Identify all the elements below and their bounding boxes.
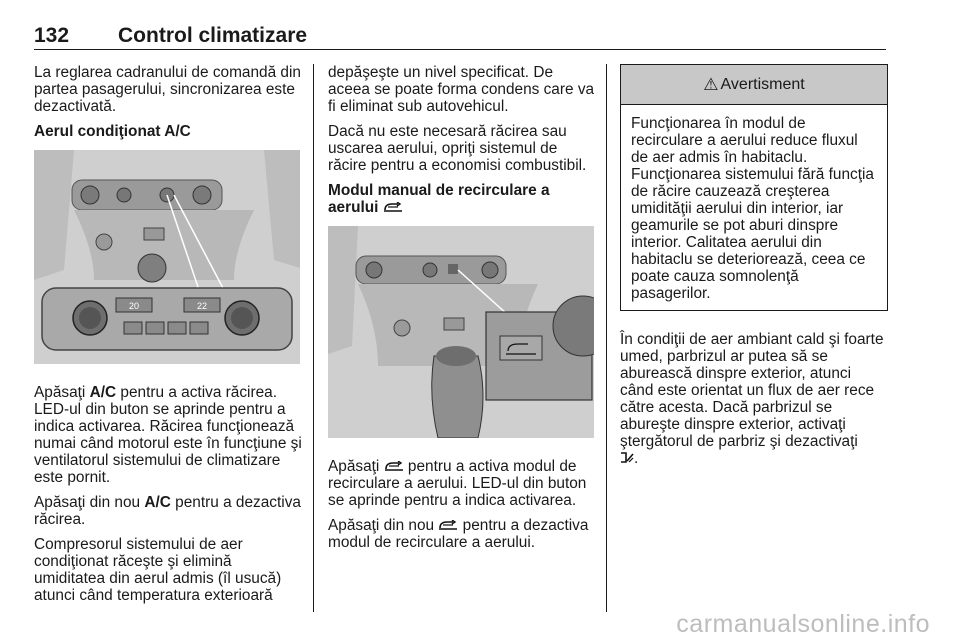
ac-label: A/C xyxy=(144,494,171,511)
paragraph: Apăsaţi A/C pentru a activa răcirea. LED-ul din buton se aprinde pentru a indica activarea. Răcirea funcţionează numai când motorul este în funcţiune şi ventilatorul sistemului de climatizare este pornit. xyxy=(34,384,302,486)
column-divider xyxy=(313,64,314,612)
warning-triangle-icon: ⚠ xyxy=(703,75,719,94)
watermark: carmanualsonline.info xyxy=(676,610,930,638)
warning-header xyxy=(621,65,887,105)
column-divider xyxy=(606,64,607,612)
paragraph: Apăsaţi din nou pentru a dezactiva modul de recirculare a aerului. xyxy=(328,517,589,551)
section-heading-recirculation: Modul manual de recirculare a aerului xyxy=(328,182,550,216)
warning-title: Avertisment xyxy=(720,76,805,93)
paragraph: Apăsaţi din nou A/C pentru a dezactiva răcirea. xyxy=(34,494,301,528)
page-number: 132 xyxy=(34,24,70,47)
rear-wiper-icon xyxy=(620,451,634,464)
figure-climate-panel xyxy=(34,150,300,364)
column-1 xyxy=(34,64,302,612)
chapter-title: Control climatizare xyxy=(118,24,308,47)
warning-box xyxy=(620,64,888,311)
air-recirculation-icon xyxy=(438,520,458,531)
paragraph: depăşeşte un nivel specificat. De aceea se poate forma condens care va fi eliminat sub autovehicul. xyxy=(328,64,595,115)
air-recirculation-icon xyxy=(383,202,403,213)
paragraph: Apăsaţi pentru a activa modul de recirculare a aerului. LED-ul din buton se aprinde pentru a indica activarea. xyxy=(328,458,587,509)
page-header xyxy=(34,22,886,50)
column-2 xyxy=(328,64,596,559)
recirculation-panel-illustration xyxy=(328,226,594,438)
paragraph: Dacă nu este necesară răcirea sau uscarea aerului, opriţi sistemul de răcire pentru a economisi combustibil. xyxy=(328,123,587,174)
section-heading-ac: Aerul condiţionat A/C xyxy=(34,123,191,140)
figure-recirculation-button xyxy=(328,226,594,438)
paragraph: În condiţii de aer ambiant cald şi foarte umed, parbrizul ar putea să se aburească dinspre exterior, atunci când este orientat un flux de aer rece către acesta. Dacă parbrizul se abureşte dinspre exterior, activaţi ştergătorul de parbriz şi dezactivaţi . xyxy=(620,331,884,467)
fig-temp-left: 20 xyxy=(128,301,140,311)
column-3 xyxy=(620,64,888,475)
paragraph: La reglarea cadranului de comandă din partea pasagerului, sincronizarea este dezactivată. xyxy=(34,64,301,115)
fig-temp-right: 22 xyxy=(196,301,208,311)
paragraph: Compresorul sistemului de aer condiţionat răceşte şi elimină umiditatea din aerul admis (îl usucă) atunci când temperatura exterioară xyxy=(34,536,282,604)
air-recirculation-icon xyxy=(384,461,404,472)
ac-label: A/C xyxy=(89,384,117,401)
climate-panel-illustration xyxy=(34,150,300,364)
warning-text: Funcţionarea în modul de recirculare a aerului reduce fluxul de aer admis în habitaclu. Funcţionarea sistemului fără funcţia de răcire cauzează creşterea umidităţii aerului din interior, iar geamurile se pot aburi dinspre interior. Calitatea aerului din habitaclu se deteriorează, ceea ce poate cauza somnolenţă pasagerilor. xyxy=(631,115,874,302)
